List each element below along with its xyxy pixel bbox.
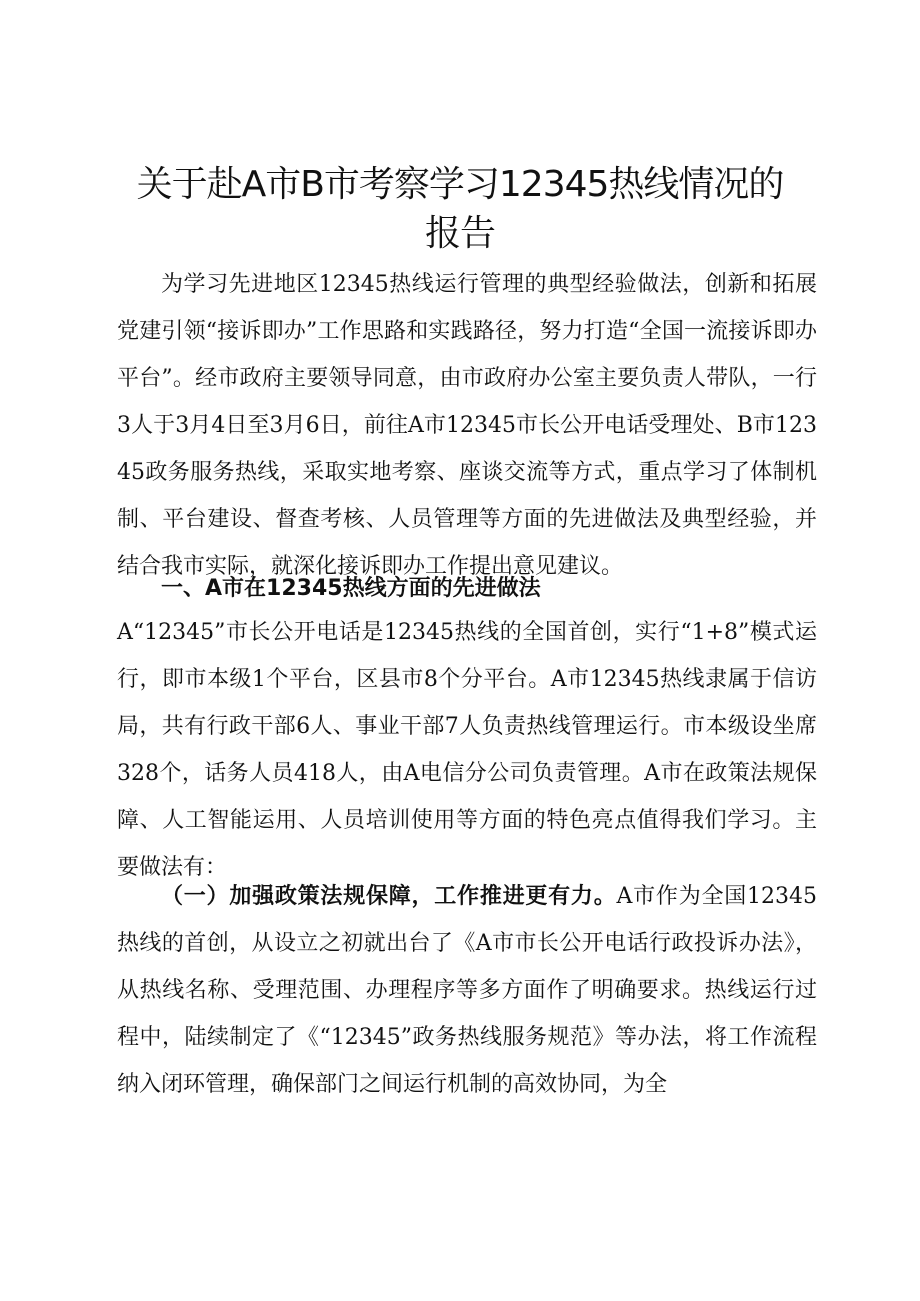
section-1-paragraph: A“12345”市长公开电话是12345热线的全国首创，实行“1+8”模式运行，即市本级1个平台，区县市8个分平台。A市12345热线隶属于信访局，共有行政干部6人、事业干部7人负责热线管理运行。市本级设坐席328个，话务人员418人，由A电信分公司负责管理。A市在政策法规保障、人工智能运用、人员培训使用等方面的特色亮点值得我们学习。主要做法有： <box>117 620 817 880</box>
subsection-1-text: A市作为全国12345热线的首创，从设立之初就出台了《A市市长公开电话行政投诉办法》，从热线名称、受理范围、办理程序等多方面作了明确要求。热线运行过程中，陆续制定了《“12345”政务热线服务规范》等办法，将工作流程纳入闭环管理，确保部门之间运行机制的高效协同，为全 <box>117 884 817 1097</box>
document-title-line-1: 关于赴A市B市考察学习12345热线情况的 <box>136 164 784 205</box>
intro-paragraph: 为学习先进地区12345热线运行管理的典型经验做法，创新和拓展党建引领“接诉即办”工作思路和实践路径，努力打造“全国一流接诉即办平台”。经市政府主要领导同意，由市政府办公室主要负责人带队，一行3人于3月4日至3月6日，前往A市12345市长公开电话受理处、B市12345政务服务热线，采取实地考察、座谈交流等方式，重点学习了体制机制、平台建设、督查考核、人员管理等方面的先进做法及典型经验，并结合我市实际，就深化接诉即办工作提出意见建议。 <box>117 272 817 579</box>
document-title-line-2: 报告 <box>424 213 495 254</box>
subsection-1-heading: （一）加强政策法规保障，工作推进更有力。 <box>161 883 617 909</box>
section-1-heading: 一、A市在12345热线方面的先进做法 <box>161 576 541 601</box>
subsection-1-paragraph <box>117 873 817 1108</box>
